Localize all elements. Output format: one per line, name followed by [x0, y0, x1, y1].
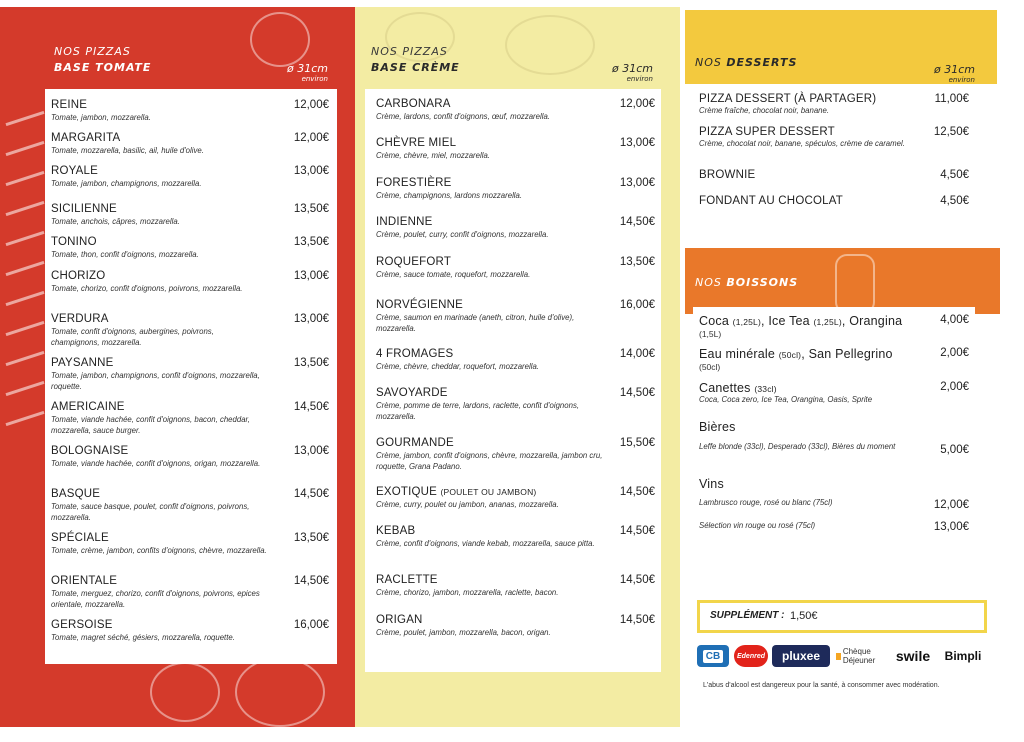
desserts-list [693, 87, 975, 222]
item-description: Tomate, sauce basque, poulet, confit d'oignons, poivrons, mozzarella. [51, 502, 250, 522]
item-name: Bières [699, 420, 736, 434]
item-price: 4,50€ [940, 195, 969, 207]
item-description: Tomate, jambon, mozzarella. [51, 113, 151, 122]
item-name: Coca (1,25L), Ice Tea (1,25L), Orangina [699, 314, 903, 328]
item-description: Sélection vin rouge ou rosé (75cl) [699, 521, 816, 530]
item-name: SPÉCIALE [51, 532, 109, 544]
item-price: 13,00€ [619, 177, 655, 189]
item-price: 12,00€ [619, 98, 655, 110]
item-price: 14,50€ [619, 387, 655, 399]
item-price: 13,50€ [293, 357, 329, 369]
item-description: Crème, lardons, confit d'oignons, œuf, mozzarella. [376, 112, 550, 121]
item-name: RACLETTE [376, 574, 438, 586]
item-description: Crème, confit d'oignons, viande kebab, mozzarella, sauce pitta. [376, 539, 595, 548]
item-price: 12,00€ [293, 132, 329, 144]
item-price: 12,00€ [293, 99, 329, 111]
item-description: Tomate, thon, confit d'oignons, mozzarella. [51, 250, 199, 259]
item-name: AMERICAINE [51, 401, 125, 413]
section-title: NOS PIZZAS [54, 45, 131, 58]
item-name: GOURMANDE [376, 437, 454, 449]
pizza-size: ø 31cm environ [287, 62, 328, 83]
edenred-logo: Edenred [734, 645, 768, 667]
item-price: 12,00€ [933, 499, 969, 511]
pizza-size: ø 31cm environ [612, 62, 653, 83]
item-description: Tomate, mozzarella, basilic, ail, huile d'olive. [51, 146, 204, 155]
item-price: 14,50€ [619, 574, 655, 586]
item-description: Leffe blonde (33cl), Desperado (33cl), Bières du moment [699, 442, 896, 451]
tomato-illustration [235, 657, 325, 727]
item-price: 13,50€ [293, 532, 329, 544]
cream-base-panel [355, 7, 680, 727]
item-name: VERDURA [51, 313, 109, 325]
garlic-illustration [505, 15, 595, 75]
item-price: 2,00€ [940, 381, 969, 393]
section-subtitle: BASE TOMATE [54, 61, 152, 74]
item-price: 13,50€ [293, 203, 329, 215]
bimpli-logo: Bimpli [944, 649, 982, 663]
tomato-illustration [150, 662, 220, 722]
item-description: Tomate, magret séché, gésiers, mozzarella, roquette. [51, 633, 235, 642]
item-price: 4,50€ [940, 169, 969, 181]
drinks-header [685, 248, 1000, 314]
item-name: NORVÉGIENNE [376, 299, 463, 311]
item-description: Crème, poulet, jambon, mozzarella, bacon, origan. [376, 628, 551, 637]
item-description: Crème, sauce tomate, roquefort, mozzarella. [376, 270, 531, 279]
item-price: 13,00€ [293, 445, 329, 457]
item-description: Tomate, jambon, champignons, confit d'oignons, mozzarella, roquette. [51, 371, 260, 391]
item-description: Crème, champignons, lardons mozzarella. [376, 191, 523, 200]
item-description: Tomate, merguez, chorizo, confit d'oignons, poivrons, epices orientale, mozzarella. [51, 589, 260, 609]
item-price: 13,00€ [293, 313, 329, 325]
item-name: SAVOYARDE [376, 387, 448, 399]
item-price: 4,00€ [940, 314, 969, 326]
item-name: FONDANT AU CHOCOLAT [699, 195, 843, 207]
item-price: 14,50€ [293, 575, 329, 587]
tomato-base-panel [0, 7, 355, 727]
item-name: MARGARITA [51, 132, 121, 144]
cream-pizza-list [365, 89, 661, 672]
item-name: ORIENTALE [51, 575, 118, 587]
item-description: Tomate, viande hachée, confit d'oignons, origan, mozzarella. [51, 459, 261, 468]
item-description: Crème fraîche, chocolat noir, banane. [699, 106, 830, 115]
item-price: 14,50€ [293, 488, 329, 500]
supplement-value: 1,50€ [790, 610, 818, 622]
item-name: ROYALE [51, 165, 99, 177]
item-name: Canettes (33cl) [699, 381, 777, 395]
item-name: Vins [699, 477, 724, 491]
item-name: KEBAB [376, 525, 416, 537]
item-price: 13,50€ [619, 256, 655, 268]
item-name: 4 FROMAGES [376, 348, 454, 360]
item-name: PIZZA SUPER DESSERT [699, 126, 835, 138]
item-description: Lambrusco rouge, rosé ou blanc (75cl) [699, 498, 833, 507]
item-name: SICILIENNE [51, 203, 117, 215]
cheque-dejeuner-logo: Chèque Déjeuner [836, 645, 886, 667]
item-price: 16,00€ [293, 619, 329, 631]
section-subtitle: BASE CRÈME [371, 61, 460, 74]
item-price: 14,50€ [619, 486, 655, 498]
item-description: Crème, chèvre, cheddar, roquefort, mozzarella. [376, 362, 539, 371]
item-description: Coca, Coca zero, Ice Tea, Orangina, Oasis, Sprite [699, 395, 873, 404]
item-description: Tomate, crème, jambon, confits d'oignons, chèvre, mozzarella. [51, 546, 267, 555]
item-description: Crème, chocolat noir, banane, spéculos, crème de caramel. [699, 139, 905, 148]
item-description: Crème, poulet, curry, confit d'oignons, mozzarella. [376, 230, 549, 239]
section-title: NOS BOISSONS [695, 276, 799, 289]
item-price: 11,00€ [934, 93, 969, 105]
item-name: PIZZA DESSERT (À PARTAGER) [699, 93, 877, 105]
item-price: 13,50€ [293, 236, 329, 248]
item-price: 16,00€ [619, 299, 655, 311]
item-price: 14,50€ [619, 216, 655, 228]
item-name: FORESTIÈRE [376, 177, 452, 189]
item-price: 15,50€ [619, 437, 655, 449]
item-volume: (50cl) [699, 362, 721, 372]
item-price: 13,00€ [293, 165, 329, 177]
item-description: Tomate, confit d'oignons, aubergines, poivrons, champignons, mozzarella. [51, 327, 214, 347]
item-volume: (1,5L) [699, 329, 722, 339]
item-name: ROQUEFORT [376, 256, 452, 268]
item-name: GERSOISE [51, 619, 113, 631]
item-description: Crème, chèvre, miel, mozzarella. [376, 151, 490, 160]
pluxee-logo: pluxee [772, 645, 830, 667]
item-description: Crème, jambon, confit d'oignons, chèvre, mozzarella, jambon cru, roquette, Grana Padano. [376, 451, 603, 471]
item-price: 14,00€ [619, 348, 655, 360]
item-name: PAYSANNE [51, 357, 114, 369]
item-description: Tomate, chorizo, confit d'oignons, poivrons, mozzarella. [51, 284, 243, 293]
item-price: 5,00€ [940, 444, 969, 456]
item-name: EXOTIQUE (POULET OU JAMBON) [376, 486, 537, 498]
supplement-label: SUPPLÉMENT : [710, 610, 785, 621]
item-name: TONINO [51, 236, 97, 248]
item-price: 14,50€ [619, 525, 655, 537]
item-name: BOLOGNAISE [51, 445, 129, 457]
item-price: 14,50€ [619, 614, 655, 626]
item-description: Crème, pomme de terre, lardons, raclette, confit d'oignons, mozzarella. [376, 401, 580, 421]
tomato-pizza-list [45, 89, 337, 664]
item-name: BASQUE [51, 488, 101, 500]
item-price: 13,00€ [293, 270, 329, 282]
alcohol-warning: L'abus d'alcool est dangereux pour la santé, à consommer avec modération. [703, 682, 940, 689]
supplement-box [697, 600, 987, 633]
item-description: Crème, chorizo, jambon, mozzarella, raclette, bacon. [376, 588, 559, 597]
item-description: Tomate, viande hachée, confit d'oignons, bacon, cheddar, mozzarella, sauce burger. [51, 415, 250, 435]
pizza-size: ø 31cm environ [934, 63, 975, 84]
item-name: CARBONARA [376, 98, 451, 110]
tomato-illustration [250, 12, 310, 67]
item-price: 2,00€ [940, 347, 969, 359]
item-name: Eau minérale (50cl), San Pellegrino [699, 347, 893, 361]
item-price: 14,50€ [293, 401, 329, 413]
drinks-list [693, 307, 975, 542]
cb-logo: CB [697, 645, 729, 667]
item-name: ORIGAN [376, 614, 423, 626]
item-price: 13,00€ [619, 137, 655, 149]
item-description: Tomate, anchois, câpres, mozzarella. [51, 217, 180, 226]
item-name: BROWNIE [699, 169, 756, 181]
item-price: 12,50€ [933, 126, 969, 138]
item-name: REINE [51, 99, 88, 111]
item-price: 13,00€ [933, 521, 969, 533]
item-description: Crème, curry, poulet ou jambon, ananas, mozzarella. [376, 500, 559, 509]
section-title: NOS DESSERTS [695, 56, 798, 69]
desserts-header [685, 10, 997, 84]
item-name: CHORIZO [51, 270, 106, 282]
item-name: INDIENNE [376, 216, 433, 228]
swile-logo: swile [895, 648, 931, 664]
bottle-illustration [835, 254, 875, 314]
item-description: Tomate, jambon, champignons, mozzarella. [51, 179, 202, 188]
item-name: CHÈVRE MIEL [376, 137, 457, 149]
item-description: Crème, saumon en marinade (aneth, citron, huile d'olive), mozzarella. [376, 313, 575, 333]
section-title: NOS PIZZAS [371, 45, 448, 58]
